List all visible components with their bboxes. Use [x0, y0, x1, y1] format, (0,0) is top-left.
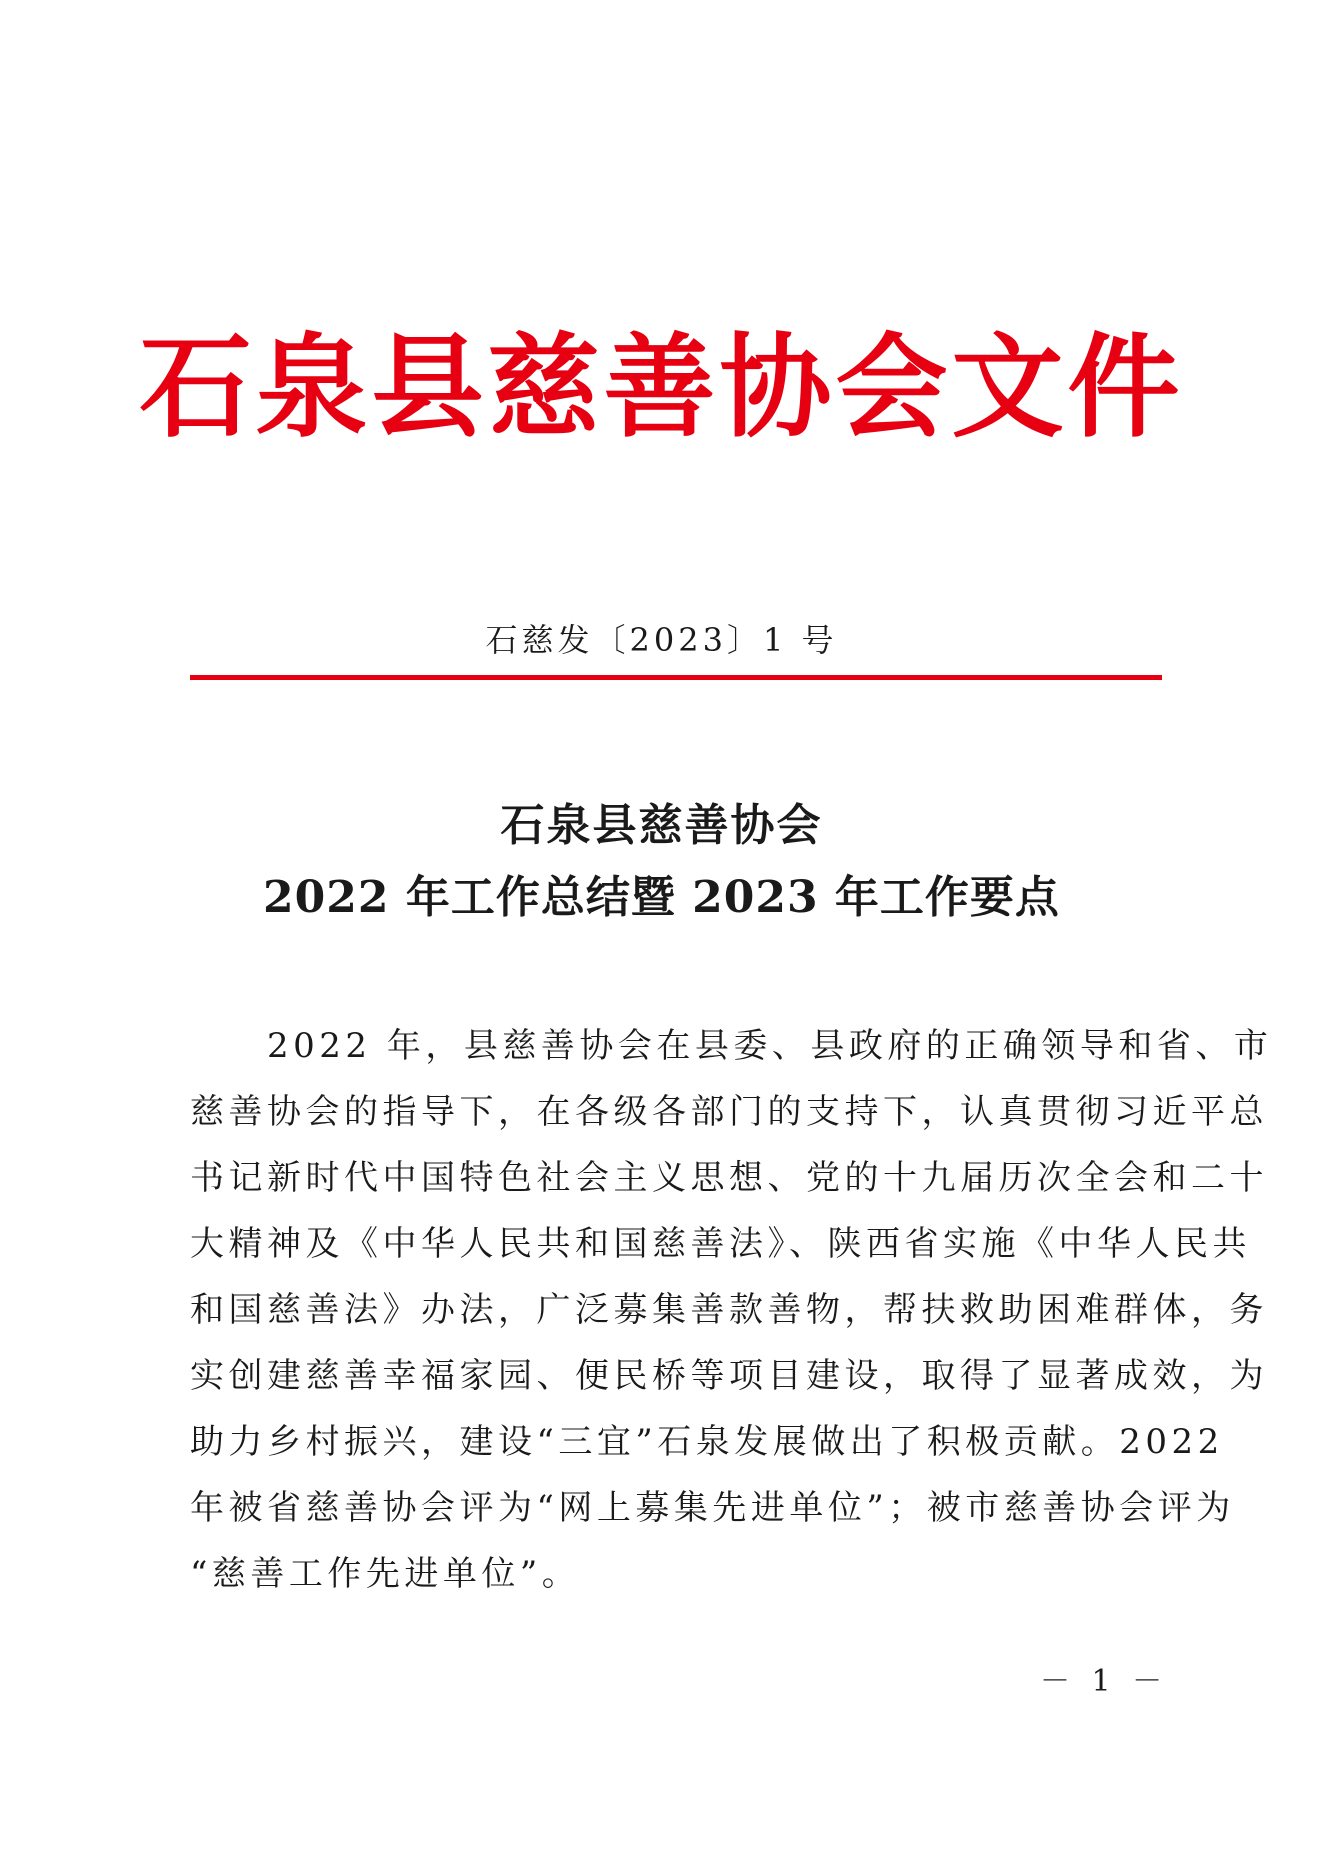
body-line: “慈善工作先进单位”。 — [190, 1554, 581, 1594]
document-number: 石慈发〔2023〕1 号 — [485, 621, 838, 659]
document-title-line-1: 石泉县慈善协会 — [500, 800, 823, 851]
body-line: 助力乡村振兴，建设“三宜”石泉发展做出了积极贡献。2022 — [190, 1422, 1224, 1462]
body-line: 实创建慈善幸福家园、便民桥等项目建设，取得了显著成效，为 — [190, 1356, 1268, 1396]
body-line: 年被省慈善协会评为“网上募集先进单位”；被市慈善协会评为 — [190, 1488, 1235, 1528]
body-line: 书记新时代中国特色社会主义思想、党的十九届历次全会和二十 — [190, 1158, 1268, 1198]
body-line: 和国慈善法》办法，广泛募集善款善物，帮扶救助困难群体，务 — [190, 1290, 1268, 1330]
page-number: － 1 － — [1040, 1664, 1169, 1699]
red-divider-rule — [190, 675, 1162, 680]
document-title-line-2: 2022 年工作总结暨 2023 年工作要点 — [263, 872, 1060, 923]
body-line: 大精神及《中华人民共和国慈善法》、陕西省实施《中华人民共 — [190, 1224, 1251, 1264]
masthead-title: 石泉县慈善协会文件 — [139, 322, 1184, 453]
body-line: 2022 年，县慈善协会在县委、县政府的正确领导和省、市 — [190, 1026, 1273, 1066]
body-line: 慈善协会的指导下，在各级各部门的支持下，认真贯彻习近平总 — [190, 1092, 1268, 1132]
